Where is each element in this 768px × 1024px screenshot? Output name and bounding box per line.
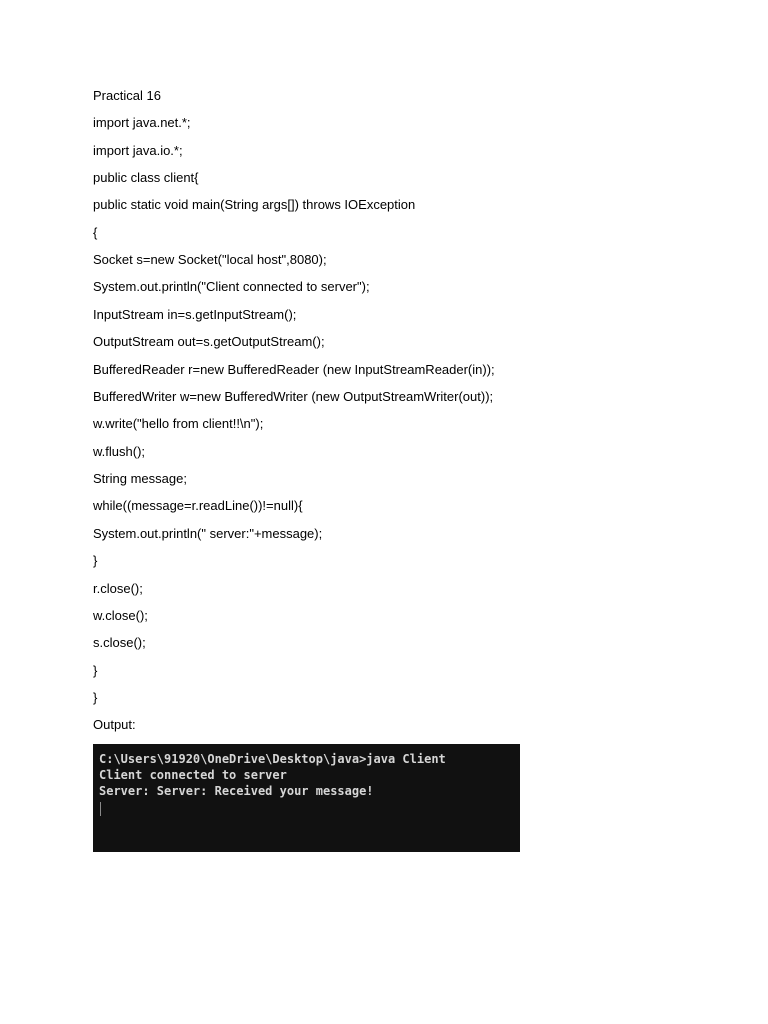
terminal-line: Client connected to server	[99, 768, 287, 782]
code-line: s.close();	[93, 635, 146, 650]
code-line: w.close();	[93, 608, 148, 623]
code-line: public static void main(String args[]) throws IOException	[93, 197, 416, 212]
code-line: BufferedReader r=new BufferedReader (new InputStreamReader(in));	[93, 362, 495, 377]
code-line: import java.io.*;	[93, 143, 183, 158]
practical-heading: Practical 16	[93, 88, 161, 103]
code-line: w.flush();	[93, 444, 146, 459]
code-line: import java.net.*;	[93, 115, 191, 130]
terminal-cursor	[100, 802, 101, 816]
code-line: Socket s=new Socket("local host",8080);	[93, 252, 327, 267]
code-line: r.close();	[93, 581, 143, 596]
code-line: System.out.println("Client connected to server");	[93, 279, 370, 294]
terminal-output-screenshot	[93, 744, 520, 852]
code-line: System.out.println(" server:"+message);	[93, 526, 323, 541]
code-line: BufferedWriter w=new BufferedWriter (new OutputStreamWriter(out));	[93, 389, 494, 404]
code-line: w.write("hello from client!!\n");	[93, 416, 264, 431]
code-line: while((message=r.readLine())!=null){	[93, 498, 303, 513]
code-line: InputStream in=s.getInputStream();	[93, 307, 297, 322]
code-line: {	[93, 225, 98, 240]
terminal-line: Server: Server: Received your message!	[99, 784, 374, 798]
code-line: String message;	[93, 471, 187, 486]
code-line: public class client{	[93, 170, 199, 185]
code-line: OutputStream out=s.getOutputStream();	[93, 334, 325, 349]
terminal-line: C:\Users\91920\OneDrive\Desktop\java>java Client	[99, 752, 446, 766]
output-label: Output:	[93, 717, 136, 732]
code-line: }	[93, 553, 98, 568]
code-line: }	[93, 690, 98, 705]
code-line: }	[93, 663, 98, 678]
